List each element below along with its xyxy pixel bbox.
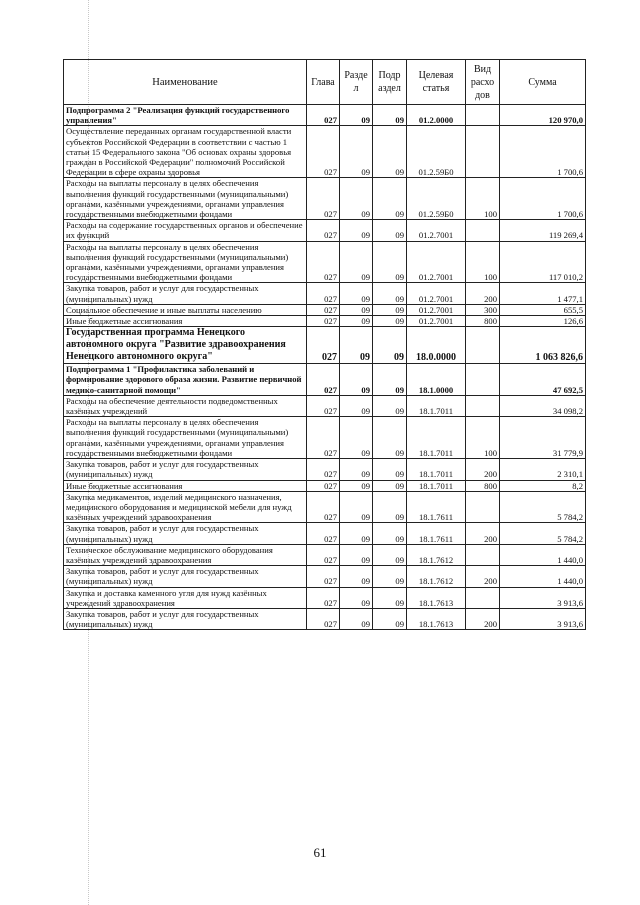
row-section: 09 xyxy=(340,587,373,608)
row-target: 18.1.7011 xyxy=(407,395,466,416)
row-chapter: 027 xyxy=(307,417,340,459)
row-sum: 47 692,5 xyxy=(500,364,586,396)
row-expense-type xyxy=(466,126,500,178)
row-section: 09 xyxy=(340,417,373,459)
row-expense-type xyxy=(466,220,500,241)
table-row xyxy=(64,417,586,459)
row-name: Расходы на обеспечение деятельности подведомственных казённых учреждений xyxy=(64,395,307,416)
header-target: Целевая статья xyxy=(407,60,466,105)
row-subsection: 09 xyxy=(373,587,407,608)
table-row xyxy=(64,459,586,480)
row-subsection: 09 xyxy=(373,220,407,241)
row-target: 18.1.7612 xyxy=(407,566,466,587)
row-sum: 3 913,6 xyxy=(500,587,586,608)
row-target: 18.1.7011 xyxy=(407,480,466,491)
row-name: Государственная программа Ненецкого автономного округа "Развитие здравоохранения Ненецкого автономного округа" xyxy=(64,327,307,364)
row-target: 18.1.7011 xyxy=(407,459,466,480)
table-row xyxy=(64,316,586,327)
row-chapter: 027 xyxy=(307,459,340,480)
row-subsection: 09 xyxy=(373,608,407,629)
table-row xyxy=(64,566,586,587)
row-sum: 5 784,2 xyxy=(500,523,586,544)
row-subsection: 09 xyxy=(373,178,407,220)
row-sum: 126,6 xyxy=(500,316,586,327)
row-target: 01.2.7001 xyxy=(407,316,466,327)
row-subsection: 09 xyxy=(373,327,407,364)
row-sum: 119 269,4 xyxy=(500,220,586,241)
row-name: Расходы на выплаты персоналу в целях обеспечения выполнения функций государственными (муниципальными) органами, казёнными учреждениями, органами управления государственными внебюджетными фондами xyxy=(64,178,307,220)
row-name: Техническое обслуживание медицинского оборудования казённых учреждений здравоохранения xyxy=(64,544,307,565)
table-row xyxy=(64,395,586,416)
table-row xyxy=(64,544,586,565)
row-section: 09 xyxy=(340,459,373,480)
row-section: 09 xyxy=(340,523,373,544)
row-name: Иные бюджетные ассигнования xyxy=(64,316,307,327)
row-name: Расходы на выплаты персоналу в целях обеспечения выполнения функций государственными (муниципальными) органами, казёнными учреждениями, органами управления государственными внебюджетными фондами xyxy=(64,241,307,283)
row-subsection: 09 xyxy=(373,544,407,565)
table-row xyxy=(64,327,586,364)
row-expense-type xyxy=(466,544,500,565)
row-name: Закупка и доставка каменного угля для нужд казённых учреждений здравоохранения xyxy=(64,587,307,608)
row-subsection: 09 xyxy=(373,566,407,587)
row-section: 09 xyxy=(340,304,373,315)
table-row xyxy=(64,220,586,241)
row-section: 09 xyxy=(340,105,373,126)
row-expense-type xyxy=(466,364,500,396)
row-section: 09 xyxy=(340,283,373,304)
row-target: 18.1.7613 xyxy=(407,608,466,629)
header-name: Наименование xyxy=(64,60,307,105)
row-chapter: 027 xyxy=(307,566,340,587)
row-chapter: 027 xyxy=(307,364,340,396)
row-target: 18.1.0000 xyxy=(407,364,466,396)
row-chapter: 027 xyxy=(307,491,340,523)
budget-table xyxy=(63,59,586,630)
row-target: 18.1.7011 xyxy=(407,417,466,459)
row-section: 09 xyxy=(340,178,373,220)
row-chapter: 027 xyxy=(307,395,340,416)
row-sum: 8,2 xyxy=(500,480,586,491)
row-target: 18.1.7612 xyxy=(407,544,466,565)
row-expense-type xyxy=(466,395,500,416)
row-expense-type: 100 xyxy=(466,417,500,459)
row-chapter: 027 xyxy=(307,304,340,315)
row-subsection: 09 xyxy=(373,283,407,304)
table-body xyxy=(64,105,586,630)
row-subsection: 09 xyxy=(373,105,407,126)
row-sum: 1 700,6 xyxy=(500,126,586,178)
row-chapter: 027 xyxy=(307,105,340,126)
row-sum: 5 784,2 xyxy=(500,491,586,523)
table-row xyxy=(64,126,586,178)
header-chapter: Глава xyxy=(307,60,340,105)
row-chapter: 027 xyxy=(307,316,340,327)
row-target: 01.2.7001 xyxy=(407,283,466,304)
row-sum: 117 010,2 xyxy=(500,241,586,283)
row-expense-type xyxy=(466,105,500,126)
row-expense-type: 200 xyxy=(466,566,500,587)
row-subsection: 09 xyxy=(373,417,407,459)
table-row xyxy=(64,523,586,544)
row-chapter: 027 xyxy=(307,327,340,364)
row-expense-type xyxy=(466,587,500,608)
row-sum: 120 970,0 xyxy=(500,105,586,126)
row-target: 01.2.7001 xyxy=(407,220,466,241)
row-section: 09 xyxy=(340,220,373,241)
row-name: Закупка товаров, работ и услуг для государственных (муниципальных) нужд xyxy=(64,608,307,629)
row-target: 01.2.59Б0 xyxy=(407,178,466,220)
table-row xyxy=(64,608,586,629)
row-name: Подпрограмма 2 "Реализация функций государственного управления" xyxy=(64,105,307,126)
row-sum: 31 779,9 xyxy=(500,417,586,459)
row-section: 09 xyxy=(340,544,373,565)
row-sum: 1 477,1 xyxy=(500,283,586,304)
row-target: 18.0.0000 xyxy=(407,327,466,364)
table-row xyxy=(64,283,586,304)
row-sum: 1 063 826,6 xyxy=(500,327,586,364)
row-sum: 655,5 xyxy=(500,304,586,315)
table-row xyxy=(64,491,586,523)
row-chapter: 027 xyxy=(307,544,340,565)
row-expense-type xyxy=(466,491,500,523)
row-target: 01.2.7001 xyxy=(407,304,466,315)
row-section: 09 xyxy=(340,566,373,587)
row-subsection: 09 xyxy=(373,491,407,523)
row-name: Осуществление переданных органам государственной власти субъектов Российской Федерации в соответствии с частью 1 статьи 15 Федерального закона "Об основах охраны здоровья граждан в Российской Федерации" полномочий Российской Федерации в сфере охраны здоровья xyxy=(64,126,307,178)
row-sum: 34 098,2 xyxy=(500,395,586,416)
row-section: 09 xyxy=(340,491,373,523)
row-name: Подпрограмма 1 "Профилактика заболеваний и формирование здорового образа жизни. Развитие первичной медико-санитарной помощи" xyxy=(64,364,307,396)
row-expense-type: 200 xyxy=(466,459,500,480)
row-chapter: 027 xyxy=(307,523,340,544)
row-chapter: 027 xyxy=(307,178,340,220)
row-expense-type: 800 xyxy=(466,316,500,327)
row-subsection: 09 xyxy=(373,364,407,396)
row-sum: 1 440,0 xyxy=(500,544,586,565)
row-section: 09 xyxy=(340,364,373,396)
row-subsection: 09 xyxy=(373,126,407,178)
row-expense-type: 300 xyxy=(466,304,500,315)
row-subsection: 09 xyxy=(373,395,407,416)
table-row xyxy=(64,105,586,126)
table-header-row xyxy=(64,60,586,105)
row-name: Расходы на выплаты персоналу в целях обеспечения выполнения функций государственными (муниципальными) органами, казёнными учреждениями, органами управления государственными внебюджетными фондами xyxy=(64,417,307,459)
table-row xyxy=(64,364,586,396)
row-name: Закупка товаров, работ и услуг для государственных (муниципальных) нужд xyxy=(64,283,307,304)
header-sum: Сумма xyxy=(500,60,586,105)
row-expense-type: 800 xyxy=(466,480,500,491)
row-expense-type: 200 xyxy=(466,283,500,304)
header-subsection: Подр аздел xyxy=(373,60,407,105)
header-expense-type: Вид расхо дов xyxy=(466,60,500,105)
row-subsection: 09 xyxy=(373,459,407,480)
row-chapter: 027 xyxy=(307,241,340,283)
row-chapter: 027 xyxy=(307,220,340,241)
header-section: Разде л xyxy=(340,60,373,105)
row-section: 09 xyxy=(340,327,373,364)
row-target: 01.2.59Б0 xyxy=(407,126,466,178)
row-section: 09 xyxy=(340,126,373,178)
row-sum: 3 913,6 xyxy=(500,608,586,629)
row-name: Иные бюджетные ассигнования xyxy=(64,480,307,491)
table-row xyxy=(64,480,586,491)
row-chapter: 027 xyxy=(307,480,340,491)
row-chapter: 027 xyxy=(307,608,340,629)
row-name: Закупка медикаментов, изделий медицинского назначения, медицинского оборудования и медицинской мебели для нужд казённых учреждений здравоохранения xyxy=(64,491,307,523)
page-number: 61 xyxy=(313,845,327,860)
row-name: Социальное обеспечение и иные выплаты населению xyxy=(64,304,307,315)
row-chapter: 027 xyxy=(307,283,340,304)
row-name: Закупка товаров, работ и услуг для государственных (муниципальных) нужд xyxy=(64,566,307,587)
row-subsection: 09 xyxy=(373,480,407,491)
row-target: 01.2.7001 xyxy=(407,241,466,283)
row-subsection: 09 xyxy=(373,304,407,315)
row-sum: 1 440,0 xyxy=(500,566,586,587)
row-section: 09 xyxy=(340,395,373,416)
row-expense-type: 100 xyxy=(466,178,500,220)
row-target: 18.1.7611 xyxy=(407,523,466,544)
row-name: Расходы на содержание государственных органов и обеспечение их функций xyxy=(64,220,307,241)
row-target: 18.1.7611 xyxy=(407,491,466,523)
row-expense-type: 100 xyxy=(466,241,500,283)
table-row xyxy=(64,241,586,283)
row-section: 09 xyxy=(340,316,373,327)
row-name: Закупка товаров, работ и услуг для государственных (муниципальных) нужд xyxy=(64,459,307,480)
row-expense-type: 200 xyxy=(466,523,500,544)
row-section: 09 xyxy=(340,480,373,491)
table-row xyxy=(64,304,586,315)
row-expense-type xyxy=(466,327,500,364)
row-target: 01.2.0000 xyxy=(407,105,466,126)
row-subsection: 09 xyxy=(373,241,407,283)
row-section: 09 xyxy=(340,608,373,629)
row-subsection: 09 xyxy=(373,316,407,327)
row-chapter: 027 xyxy=(307,587,340,608)
row-section: 09 xyxy=(340,241,373,283)
table-row xyxy=(64,178,586,220)
row-target: 18.1.7613 xyxy=(407,587,466,608)
row-sum: 2 310,1 xyxy=(500,459,586,480)
row-chapter: 027 xyxy=(307,126,340,178)
row-subsection: 09 xyxy=(373,523,407,544)
row-expense-type: 200 xyxy=(466,608,500,629)
row-sum: 1 700,6 xyxy=(500,178,586,220)
table-row xyxy=(64,587,586,608)
row-name: Закупка товаров, работ и услуг для государственных (муниципальных) нужд xyxy=(64,523,307,544)
